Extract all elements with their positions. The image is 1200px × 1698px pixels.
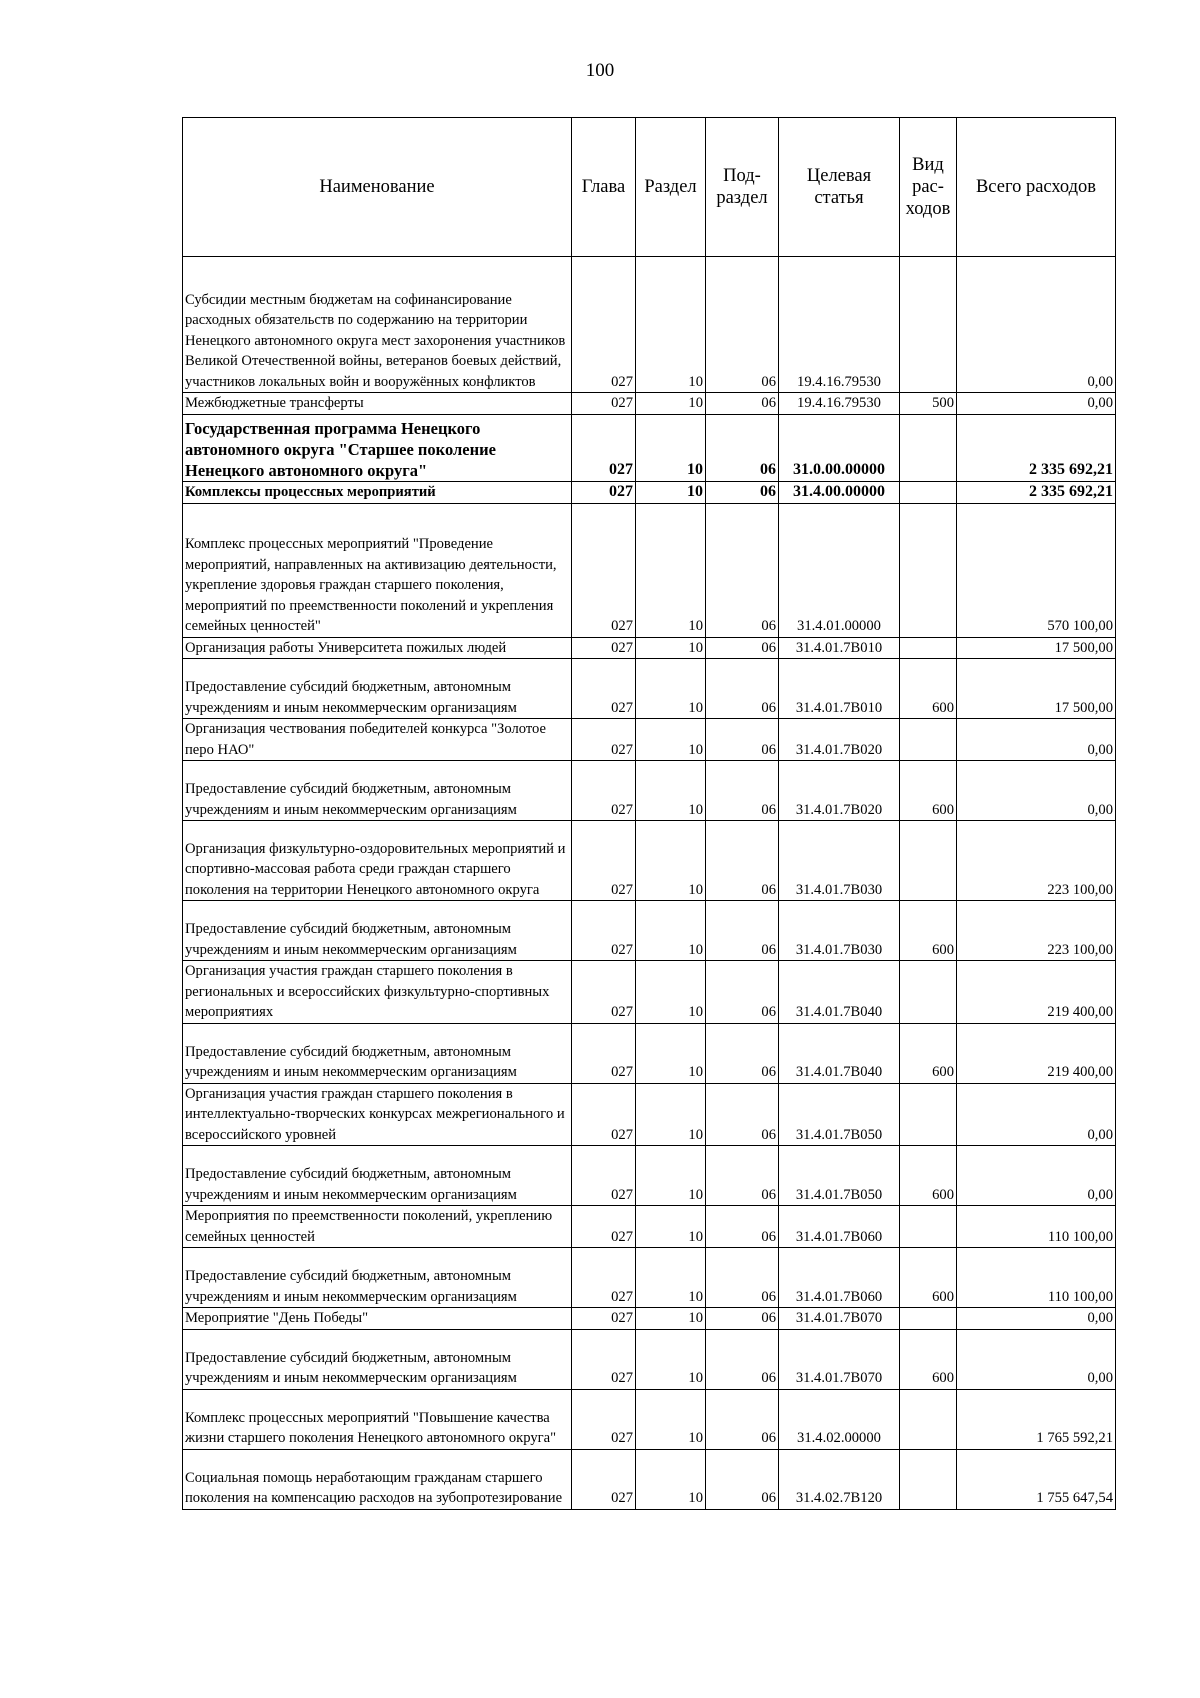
row-subsection: 06 — [706, 901, 779, 961]
row-expense-type: 600 — [900, 659, 957, 719]
row-subsection: 06 — [706, 503, 779, 637]
header-target-item: Целевая статья — [779, 118, 900, 257]
row-total: 0,00 — [957, 1146, 1116, 1206]
row-section: 10 — [636, 637, 706, 659]
row-target-item: 31.4.01.7В070 — [779, 1308, 900, 1330]
row-subsection: 06 — [706, 1206, 779, 1248]
row-total: 0,00 — [957, 1308, 1116, 1330]
row-name: Организация физкультурно-оздоровительных мероприятий и спортивно-массовая работа среди граждан старшего поколения на территории Ненецкого автономного округа — [183, 821, 572, 901]
row-target-item: 19.4.16.79530 — [779, 393, 900, 415]
row-section: 10 — [636, 719, 706, 761]
row-expense-type — [900, 1083, 957, 1146]
row-name: Организация участия граждан старшего поколения в региональных и всероссийских физкультурно-спортивных мероприятиях — [183, 961, 572, 1024]
row-name: Предоставление субсидий бюджетным, автономным учреждениям и иным некоммерческим организациям — [183, 1248, 572, 1308]
row-expense-type — [900, 821, 957, 901]
row-target-item: 31.4.01.7В020 — [779, 719, 900, 761]
row-total: 1 755 647,54 — [957, 1449, 1116, 1509]
row-name: Комплекс процессных мероприятий "Повышение качества жизни старшего поколения Ненецкого автономного округа" — [183, 1389, 572, 1449]
row-subsection: 06 — [706, 1308, 779, 1330]
row-expense-type — [900, 719, 957, 761]
row-total: 1 765 592,21 — [957, 1389, 1116, 1449]
header-row — [183, 118, 1116, 257]
row-chapter: 027 — [572, 719, 636, 761]
row-subsection: 06 — [706, 481, 779, 503]
row-expense-type — [900, 637, 957, 659]
row-total: 0,00 — [957, 761, 1116, 821]
table-row — [183, 821, 1116, 901]
table-row — [183, 901, 1116, 961]
row-section: 10 — [636, 1248, 706, 1308]
row-section: 10 — [636, 901, 706, 961]
row-total: 0,00 — [957, 1329, 1116, 1389]
table-row — [183, 1449, 1116, 1509]
row-expense-type: 500 — [900, 393, 957, 415]
table-row — [183, 257, 1116, 393]
row-name: Государственная программа Ненецкого автономного округа "Старшее поколение Ненецкого автономного округа" — [183, 414, 572, 481]
header-expense-type: Вид рас- ходов — [900, 118, 957, 257]
row-expense-type — [900, 961, 957, 1024]
row-chapter: 027 — [572, 761, 636, 821]
row-total: 219 400,00 — [957, 1023, 1116, 1083]
row-subsection: 06 — [706, 1083, 779, 1146]
row-name: Предоставление субсидий бюджетным, автономным учреждениям и иным некоммерческим организациям — [183, 901, 572, 961]
row-chapter: 027 — [572, 659, 636, 719]
row-section: 10 — [636, 1329, 706, 1389]
row-section: 10 — [636, 1449, 706, 1509]
row-expense-type — [900, 1206, 957, 1248]
row-expense-type — [900, 257, 957, 393]
row-name: Организация чествования победителей конкурса "Золотое перо НАО" — [183, 719, 572, 761]
row-name: Предоставление субсидий бюджетным, автономным учреждениям и иным некоммерческим организациям — [183, 1023, 572, 1083]
row-target-item: 31.0.00.00000 — [779, 414, 900, 481]
row-target-item: 31.4.02.00000 — [779, 1389, 900, 1449]
row-target-item: 31.4.00.00000 — [779, 481, 900, 503]
header-name: Наименование — [183, 118, 572, 257]
row-chapter: 027 — [572, 503, 636, 637]
row-subsection: 06 — [706, 1146, 779, 1206]
table-row — [183, 961, 1116, 1024]
row-expense-type — [900, 414, 957, 481]
table-row — [183, 1248, 1116, 1308]
row-name: Предоставление субсидий бюджетным, автономным учреждениям и иным некоммерческим организациям — [183, 659, 572, 719]
row-section: 10 — [636, 414, 706, 481]
table-row — [183, 393, 1116, 415]
row-chapter: 027 — [572, 1389, 636, 1449]
row-name: Комплекс процессных мероприятий "Проведение мероприятий, направленных на активизацию деятельности, укрепление здоровья граждан старшего поколения, мероприятий по преемственности поколений и укрепления семейных ценностей" — [183, 503, 572, 637]
row-target-item: 31.4.01.00000 — [779, 503, 900, 637]
row-target-item: 31.4.01.7В030 — [779, 821, 900, 901]
table-row — [183, 761, 1116, 821]
row-target-item: 31.4.01.7В010 — [779, 659, 900, 719]
row-name: Организация участия граждан старшего поколения в интеллектуально-творческих конкурсах межрегионального и всероссийского уровней — [183, 1083, 572, 1146]
row-chapter: 027 — [572, 1308, 636, 1330]
row-expense-type: 600 — [900, 1023, 957, 1083]
row-subsection: 06 — [706, 719, 779, 761]
row-subsection: 06 — [706, 659, 779, 719]
row-section: 10 — [636, 821, 706, 901]
row-section: 10 — [636, 1023, 706, 1083]
row-section: 10 — [636, 1146, 706, 1206]
table-row — [183, 1023, 1116, 1083]
row-target-item: 31.4.01.7В060 — [779, 1206, 900, 1248]
row-target-item: 31.4.01.7В040 — [779, 961, 900, 1024]
row-chapter: 027 — [572, 1083, 636, 1146]
row-subsection: 06 — [706, 1449, 779, 1509]
row-chapter: 027 — [572, 821, 636, 901]
row-total: 223 100,00 — [957, 821, 1116, 901]
row-name: Мероприятие "День Победы" — [183, 1308, 572, 1330]
row-chapter: 027 — [572, 961, 636, 1024]
row-subsection: 06 — [706, 1023, 779, 1083]
table-row — [183, 481, 1116, 503]
row-chapter: 027 — [572, 1206, 636, 1248]
row-target-item: 31.4.01.7В070 — [779, 1329, 900, 1389]
row-subsection: 06 — [706, 961, 779, 1024]
row-subsection: 06 — [706, 761, 779, 821]
row-name: Комплексы процессных мероприятий — [183, 481, 572, 503]
header-total: Всего расходов — [957, 118, 1116, 257]
header-subsection: Под- раздел — [706, 118, 779, 257]
table-row — [183, 1146, 1116, 1206]
row-section: 10 — [636, 761, 706, 821]
budget-table — [182, 117, 1116, 1510]
row-expense-type: 600 — [900, 761, 957, 821]
row-name: Предоставление субсидий бюджетным, автономным учреждениям и иным некоммерческим организациям — [183, 1329, 572, 1389]
row-target-item: 31.4.01.7В060 — [779, 1248, 900, 1308]
row-chapter: 027 — [572, 1248, 636, 1308]
row-chapter: 027 — [572, 257, 636, 393]
row-total: 0,00 — [957, 719, 1116, 761]
row-section: 10 — [636, 481, 706, 503]
row-total: 219 400,00 — [957, 961, 1116, 1024]
row-chapter: 027 — [572, 393, 636, 415]
row-total: 2 335 692,21 — [957, 481, 1116, 503]
row-subsection: 06 — [706, 637, 779, 659]
row-subsection: 06 — [706, 414, 779, 481]
table-row — [183, 637, 1116, 659]
header-chapter: Глава — [572, 118, 636, 257]
row-subsection: 06 — [706, 257, 779, 393]
row-expense-type — [900, 1449, 957, 1509]
row-subsection: 06 — [706, 393, 779, 415]
row-section: 10 — [636, 659, 706, 719]
row-expense-type: 600 — [900, 1248, 957, 1308]
row-target-item: 31.4.01.7В040 — [779, 1023, 900, 1083]
row-name: Субсидии местным бюджетам на софинансирование расходных обязательств по содержанию на территории Ненецкого автономного округа мест захоронения участников Великой Отечественной войны, ветеранов боевых действий, участников локальных войн и вооружённых конфликтов — [183, 257, 572, 393]
row-target-item: 31.4.01.7В050 — [779, 1083, 900, 1146]
row-chapter: 027 — [572, 1023, 636, 1083]
table-row — [183, 1206, 1116, 1248]
row-chapter: 027 — [572, 1146, 636, 1206]
table-row — [183, 1389, 1116, 1449]
page-number: 100 — [585, 60, 615, 81]
row-target-item: 19.4.16.79530 — [779, 257, 900, 393]
row-target-item: 31.4.02.7В120 — [779, 1449, 900, 1509]
row-total: 110 100,00 — [957, 1206, 1116, 1248]
table-row — [183, 1308, 1116, 1330]
row-total: 570 100,00 — [957, 503, 1116, 637]
row-expense-type: 600 — [900, 901, 957, 961]
row-total: 0,00 — [957, 257, 1116, 393]
row-name: Предоставление субсидий бюджетным, автономным учреждениям и иным некоммерческим организациям — [183, 1146, 572, 1206]
row-section: 10 — [636, 1308, 706, 1330]
row-name: Социальная помощь неработающим гражданам старшего поколения на компенсацию расходов на зубопротезирование — [183, 1449, 572, 1509]
row-expense-type: 600 — [900, 1146, 957, 1206]
row-name: Предоставление субсидий бюджетным, автономным учреждениям и иным некоммерческим организациям — [183, 761, 572, 821]
row-expense-type: 600 — [900, 1329, 957, 1389]
row-name: Мероприятия по преемственности поколений, укреплению семейных ценностей — [183, 1206, 572, 1248]
row-total: 2 335 692,21 — [957, 414, 1116, 481]
row-total: 0,00 — [957, 1083, 1116, 1146]
row-name: Организация работы Университета пожилых людей — [183, 637, 572, 659]
row-section: 10 — [636, 961, 706, 1024]
table-row — [183, 414, 1116, 481]
row-total: 0,00 — [957, 393, 1116, 415]
row-section: 10 — [636, 1206, 706, 1248]
row-total: 110 100,00 — [957, 1248, 1116, 1308]
row-subsection: 06 — [706, 1389, 779, 1449]
row-chapter: 027 — [572, 1449, 636, 1509]
table-row — [183, 1329, 1116, 1389]
table-row — [183, 503, 1116, 637]
row-chapter: 027 — [572, 901, 636, 961]
row-target-item: 31.4.01.7В050 — [779, 1146, 900, 1206]
row-total: 17 500,00 — [957, 637, 1116, 659]
row-chapter: 027 — [572, 637, 636, 659]
row-section: 10 — [636, 257, 706, 393]
row-chapter: 027 — [572, 1329, 636, 1389]
row-section: 10 — [636, 1083, 706, 1146]
row-expense-type — [900, 1389, 957, 1449]
row-expense-type — [900, 1308, 957, 1330]
row-subsection: 06 — [706, 1248, 779, 1308]
row-target-item: 31.4.01.7В010 — [779, 637, 900, 659]
row-total: 17 500,00 — [957, 659, 1116, 719]
row-section: 10 — [636, 1389, 706, 1449]
row-target-item: 31.4.01.7В030 — [779, 901, 900, 961]
row-chapter: 027 — [572, 414, 636, 481]
row-name: Межбюджетные трансферты — [183, 393, 572, 415]
row-expense-type — [900, 503, 957, 637]
row-chapter: 027 — [572, 481, 636, 503]
row-subsection: 06 — [706, 821, 779, 901]
table-row — [183, 659, 1116, 719]
row-subsection: 06 — [706, 1329, 779, 1389]
row-expense-type — [900, 481, 957, 503]
table-row — [183, 1083, 1116, 1146]
row-total: 223 100,00 — [957, 901, 1116, 961]
row-section: 10 — [636, 503, 706, 637]
header-section: Раздел — [636, 118, 706, 257]
row-target-item: 31.4.01.7В020 — [779, 761, 900, 821]
row-section: 10 — [636, 393, 706, 415]
table-row — [183, 719, 1116, 761]
